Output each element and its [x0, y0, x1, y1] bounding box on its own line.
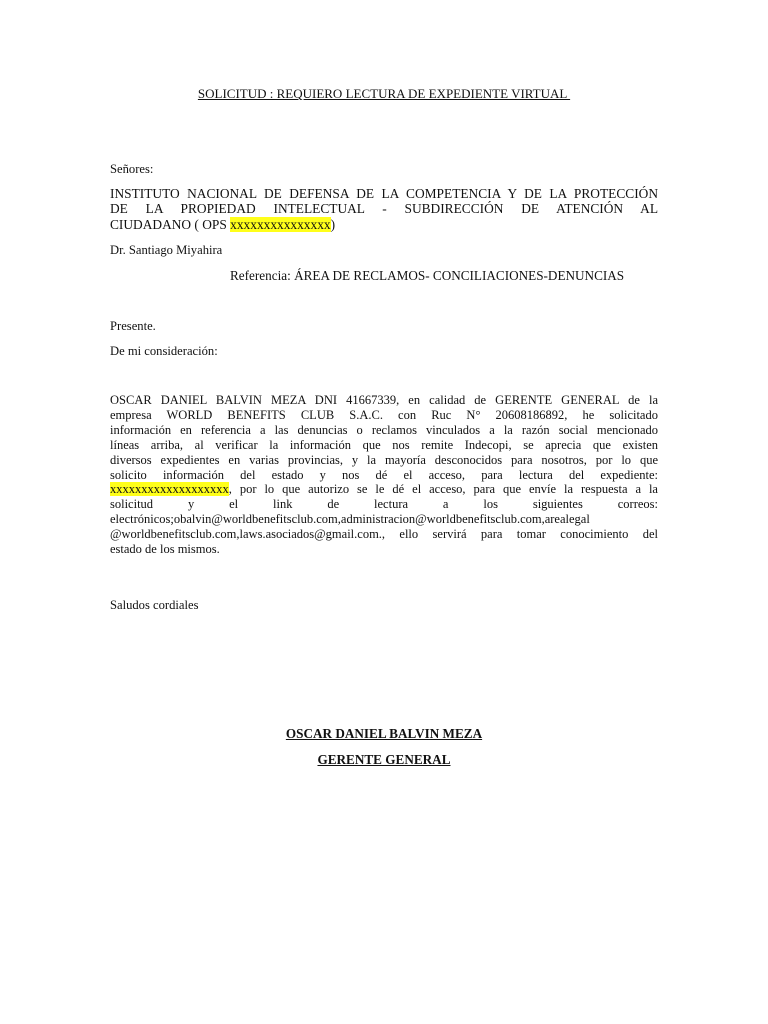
body-line: @worldbenefitsclub.com,laws.asociados@gmail.com., ello servirá para tomar conocimiento del [110, 527, 658, 542]
body-line: líneas arriba, al verificar la información que nos remite Indecopi, se aprecia que existen [110, 437, 658, 452]
subject-line: SOLICITUD : REQUIERO LECTURA DE EXPEDIENTE VIRTUAL [197, 86, 571, 101]
institution-line-2: DE LA PROPIEDAD INTELECTUAL - SUBDIRECCIÓN DE ATENCIÓN AL [110, 201, 658, 217]
body-line: empresa WORLD BENEFITS CLUB S.A.C. con Ruc N° 20608186892, he solicitado [110, 407, 658, 422]
body-line: electrónicos;obalvin@worldbenefitsclub.com,administracion@worldbenefitsclub.com,arealegal [110, 512, 590, 527]
body-line-7-rest: , por lo que autorizo se le dé el acceso, para que envíe la respuesta a la [228, 482, 658, 497]
redacted-ops-number: xxxxxxxxxxxxxxx [230, 216, 331, 232]
body-line: OSCAR DANIEL BALVIN MEZA DNI 41667339, en calidad de GERENTE GENERAL de la [110, 393, 658, 407]
institution-line-1: INSTITUTO NACIONAL DE DEFENSA DE LA COMPETENCIA Y DE LA PROTECCIÓN [110, 186, 658, 201]
body-line: solicitud y el link de lectura a los siguientes correos: [110, 497, 658, 512]
presente: Presente. [110, 319, 156, 333]
body-paragraph [110, 393, 658, 557]
institution-line-3-prefix: CIUDADANO ( OPS [110, 216, 231, 232]
reference-line: Referencia: ÁREA DE RECLAMOS- CONCILIACIONES-DENUNCIAS [230, 268, 625, 283]
addressee: Dr. Santiago Miyahira [110, 243, 223, 257]
signature-title: GERENTE GENERAL [317, 752, 451, 767]
redacted-expediente-number: xxxxxxxxxxxxxxxxxxx [110, 482, 229, 497]
body-line: solicito información del estado y nos dé el acceso, para lectura del expediente: [110, 467, 658, 482]
institution-line-3-suffix: ) [330, 216, 336, 232]
body-line-redacted [110, 482, 658, 497]
salutation: Señores: [110, 162, 154, 176]
body-line: diversos expedientes en varias provincias, y la mayoría desconocidos para nosotros, por lo que [110, 452, 658, 467]
body-line: información en referencia a las denuncias o reclamos vinculados a la razón social mencionado [110, 422, 658, 437]
institution-line-3 [110, 217, 658, 232]
consideracion: De mi consideración: [110, 344, 218, 358]
body-line: estado de los mismos. [110, 542, 220, 557]
signature-name: OSCAR DANIEL BALVIN MEZA [285, 726, 483, 741]
institution-block [110, 186, 658, 232]
closing: Saludos cordiales [110, 598, 199, 612]
